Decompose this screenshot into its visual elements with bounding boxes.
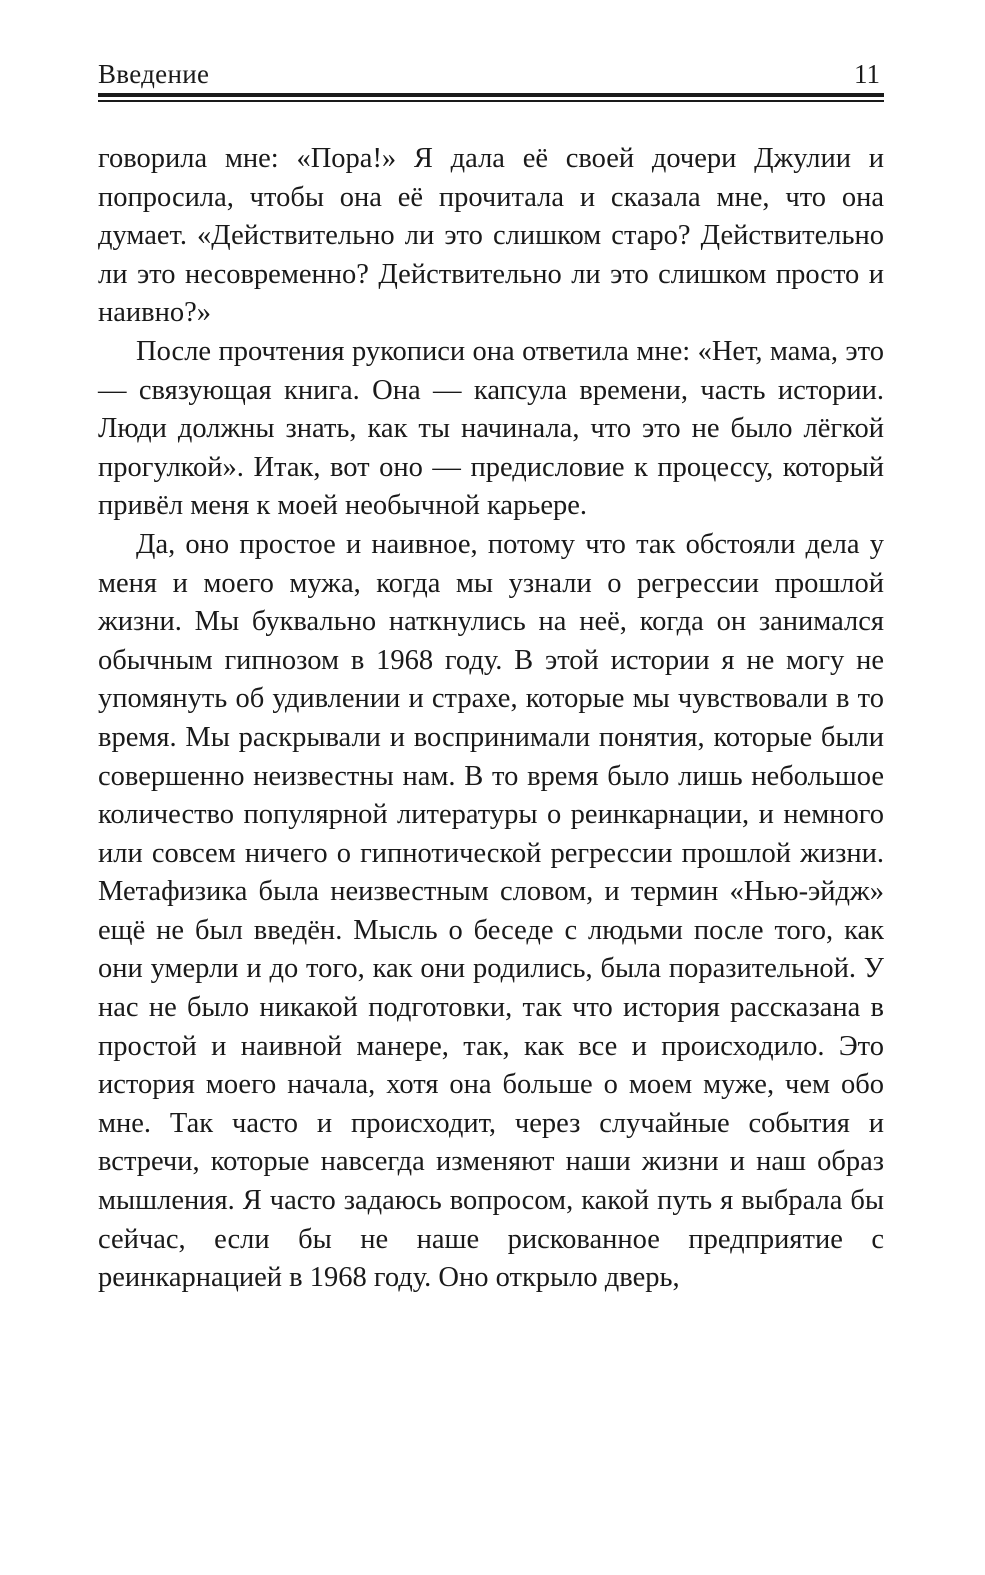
- header-rule-thin: [98, 100, 884, 102]
- body-text: [98, 140, 884, 1298]
- header-rule-thick: [98, 93, 884, 97]
- paragraph-3: Да, оно простое и наивное, потому что так обстояли дела у меня и моего мужа, когда мы узнали о регрессии прошлой жизни. Мы буквально наткнулись на неё, когда он занимался обычным гипнозом в 1968 году. В этой истории я не могу не упомянуть об удивлении и страхе, которые мы чувствовали в то время. Мы раскрывали и воспринимали понятия, которые были совершенно неизвестны нам. В то время было лишь небольшое количество популярной литературы о реинкарнации, и немного или совсем ничего о гипнотической регрессии прошлой жизни. Метафизика была неизвестным словом, и термин «Нью-эйдж» ещё не был введён. Мысль о беседе с людьми после того, как они умерли и до того, как они родились, была поразительной. У нас не было никакой подготовки, так что история рассказана в простой и наивной манере, так, как все и происходило. Это история моего начала, хотя она больше о моем муже, чем обо мне. Так часто и происходит, через случайные события и встречи, которые навсегда изменяют наши жизни и наш образ мышления. Я часто задаюсь вопросом, какой путь я выбрала бы сейчас, если бы не наше рискованное предприятие с реинкарнацией в 1968 году. Оно открыло дверь,: [98, 528, 884, 1294]
- running-header: [98, 56, 882, 92]
- chapter-title: Введение: [98, 59, 210, 89]
- page-number: 11: [854, 59, 880, 89]
- paragraph-1: говорила мне: «Пора!» Я дала её своей дочери Джулии и попросила, чтобы она её прочитала и сказала мне, что она думает. «Действительно ли это слишком старо? Действительно ли это несовременно? Действительно ли это слишком просто и наивно?»: [98, 143, 884, 329]
- paragraph-2: После прочтения рукописи она ответила мне: «Нет, мама, это — связующая книга. Она — капсула времени, часть истории. Люди должны знать, как ты начинала, что это не было лёгкой прогулкой». Итак, вот оно — предисловие к процессу, который привёл меня к моей необычной карьере.: [98, 335, 884, 522]
